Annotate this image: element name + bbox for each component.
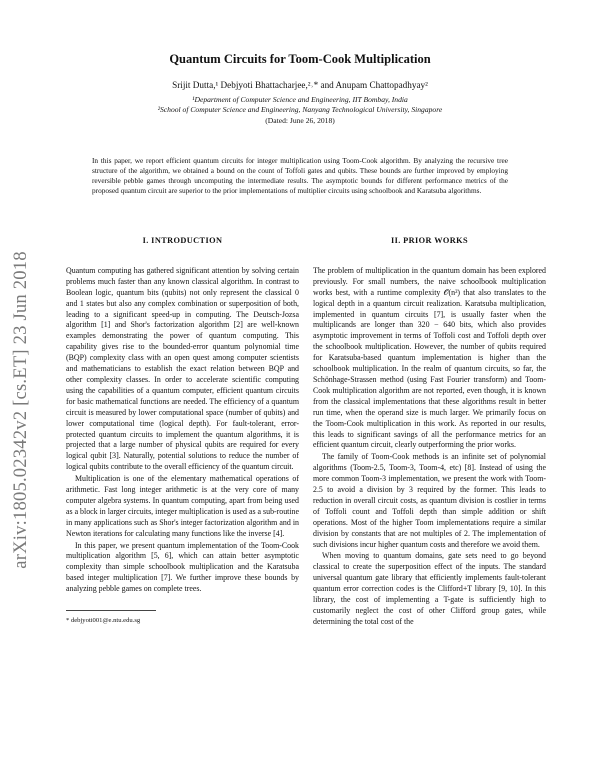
arxiv-watermark: [6, 210, 36, 610]
paragraph: In this paper, we present quantum implementation of the Toom-Cook multiplication algorithm [5, 6], which can attain better asymptotic complexity than simple schoolbook multiplication and the Karatsuba based integer multiplication [7]. We further improve these bounds by analyzing pebble games on complete trees.: [66, 540, 299, 594]
abstract: In this paper, we report efficient quantum circuits for integer multiplication using Toom-Cook algorithm. By analyzing the recursive tree structure of the algorithm, we obtained a bound on the count of Toffoli gates and qubits. These bounds are further improved by employing reversible pebble games through uncomputing the intermediate results. The asymptotic bounds for different performance metrics of the proposed quantum circuit are superior to the prior implementations of multiplier circuits using schoolbook and Karatsuba algorithms.: [92, 156, 508, 195]
paper-title: Quantum Circuits for Toom-Cook Multiplication: [169, 52, 431, 66]
paragraph: The family of Toom-Cook methods is an infinite set of polynomial algorithms (Toom-2.5, Toom-3, Toom-4, etc) [8]. Instead of using the more common Toom-3 implementation, we present the work with Toom-2.5 to avoid a division by 3 required by the former. This leads to reduction in overall circuit costs, as quantum division is costlier in terms of Toffoli count and Toffoli depth than simple addition or shift operations. Most of the higher Toom implementations require a similar division by constants that are not multiples of 2. The implementation of such divisions incur higher quantum costs and therefore we avoid them.: [313, 452, 546, 549]
affiliation-1: ¹Department of Computer Science and Engineering, IIT Bombay, India: [192, 95, 408, 104]
footnote-email: * debjyoti001@e.ntu.edu.sg: [66, 617, 141, 624]
paragraph: Multiplication is one of the elementary mathematical operations of arithmetic. Fast long integer arithmetic is at the very core of many computer algebra systems. In quantum computing, apart from being used as a block in larger circuits, integer multiplication is used as a sub-routine in many applications such as Shor's integer factorization algorithm and in Newton iterations for calculating many functions like the inverse [4].: [66, 474, 299, 538]
paper-header: [60, 52, 540, 125]
paragraph: When moving to quantum domains, gate sets need to go beyond classical to create the superposition effect of the inputs. The standard universal quantum gate library that efficiently implements fault-tolerant quantum error correction codes is the Clifford+T library [9, 10]. In this library, the cost of implementing a T-gate is sufficiently high to customarily neglect the cost of other Clifford group gates, while determining the total cost of the: [313, 551, 546, 626]
section-heading-introduction: I. INTRODUCTION: [142, 236, 223, 245]
footnote: [66, 610, 299, 625]
paragraph: Quantum computing has gathered significant attention by solving certain problems much faster than any known classical algorithm. In contrast to Boolean logic, quantum bits (qubits) not only represent the classical 0 and 1 states but also any complex combination or superposition of both, leading to a significant speed-up in computing. The Deutsch-Jozsa algorithm [1] and Shor's factorization algorithm [2] are well-known examples demonstrating the power of quantum computing. This capability gives rise to the bounded-error quantum polynomial time (BQP) complexity class with an open quest among computer scientists and mathematicians to establish the exact relation between BQP and other complexity classes. In order to accelerate scientific computing using the capabilities of a quantum computer, efficient quantum circuits for basic mathematical functions are needed. The efficiency of a quantum circuit is measured by lower computational space (number of qubits) and lower computational time (logical depth). For fault-tolerant, error-protected quantum circuits to implement the quantum algorithms, it is projected that a large number of physical qubits are required for every logical qubit [3]. Naturally, potential solutions to reduce the number of logical qubits contribute to the overall efficiency of the quantum circuit.: [66, 265, 299, 472]
dated-line: (Dated: June 26, 2018): [265, 116, 335, 125]
author-list: Srijit Dutta,¹ Debjyoti Bhattacharjee,²˒* and Anupam Chattopadhyay²: [172, 80, 428, 90]
footnote-rule: [66, 610, 156, 611]
column-right: [313, 236, 546, 628]
section-heading-prior-works: II. PRIOR WORKS: [390, 236, 469, 245]
arxiv-id: arXiv:1805.02342v2 [cs.ET] 23 Jun 2018: [10, 251, 31, 569]
paragraph: The problem of multiplication in the quantum domain has been explored previously. For small numbers, the naive schoolbook multiplication works best, with a runtime complexity 𝒪(n²) that also translates to the logical depth in a quantum circuit realization. Karatsuba multiplication, implemented in quantum circuits [7], is usually faster when the multiplicands are longer than 320 − 640 bits, which also provides asymptotic improvement in terms of Toffoli cost and Toffoli depth over the schoolbook multiplication. However, the number of qubits required for Karatsuba-based quantum implementation is higher than the schoolbook multiplication. In the realm of quantum circuits, so far, the Schönhage-Strassen method (using Fast Fourier transform) and Toom-Cook multiplication algorithm are not reported, even though, it is known from the classical implementations that these algorithms result in better run time, when the operand size is much larger. We primarily focus on the Toom-Cook multiplication in this work. As reported in our results, this leads to significant savings of all the performance metrics for an efficient quantum circuit, clearly outperforming the prior works.: [313, 265, 546, 450]
column-left: [66, 236, 299, 595]
affiliation-2: ²School of Computer Science and Engineering, Nanyang Technological University, Singapore: [157, 105, 443, 114]
